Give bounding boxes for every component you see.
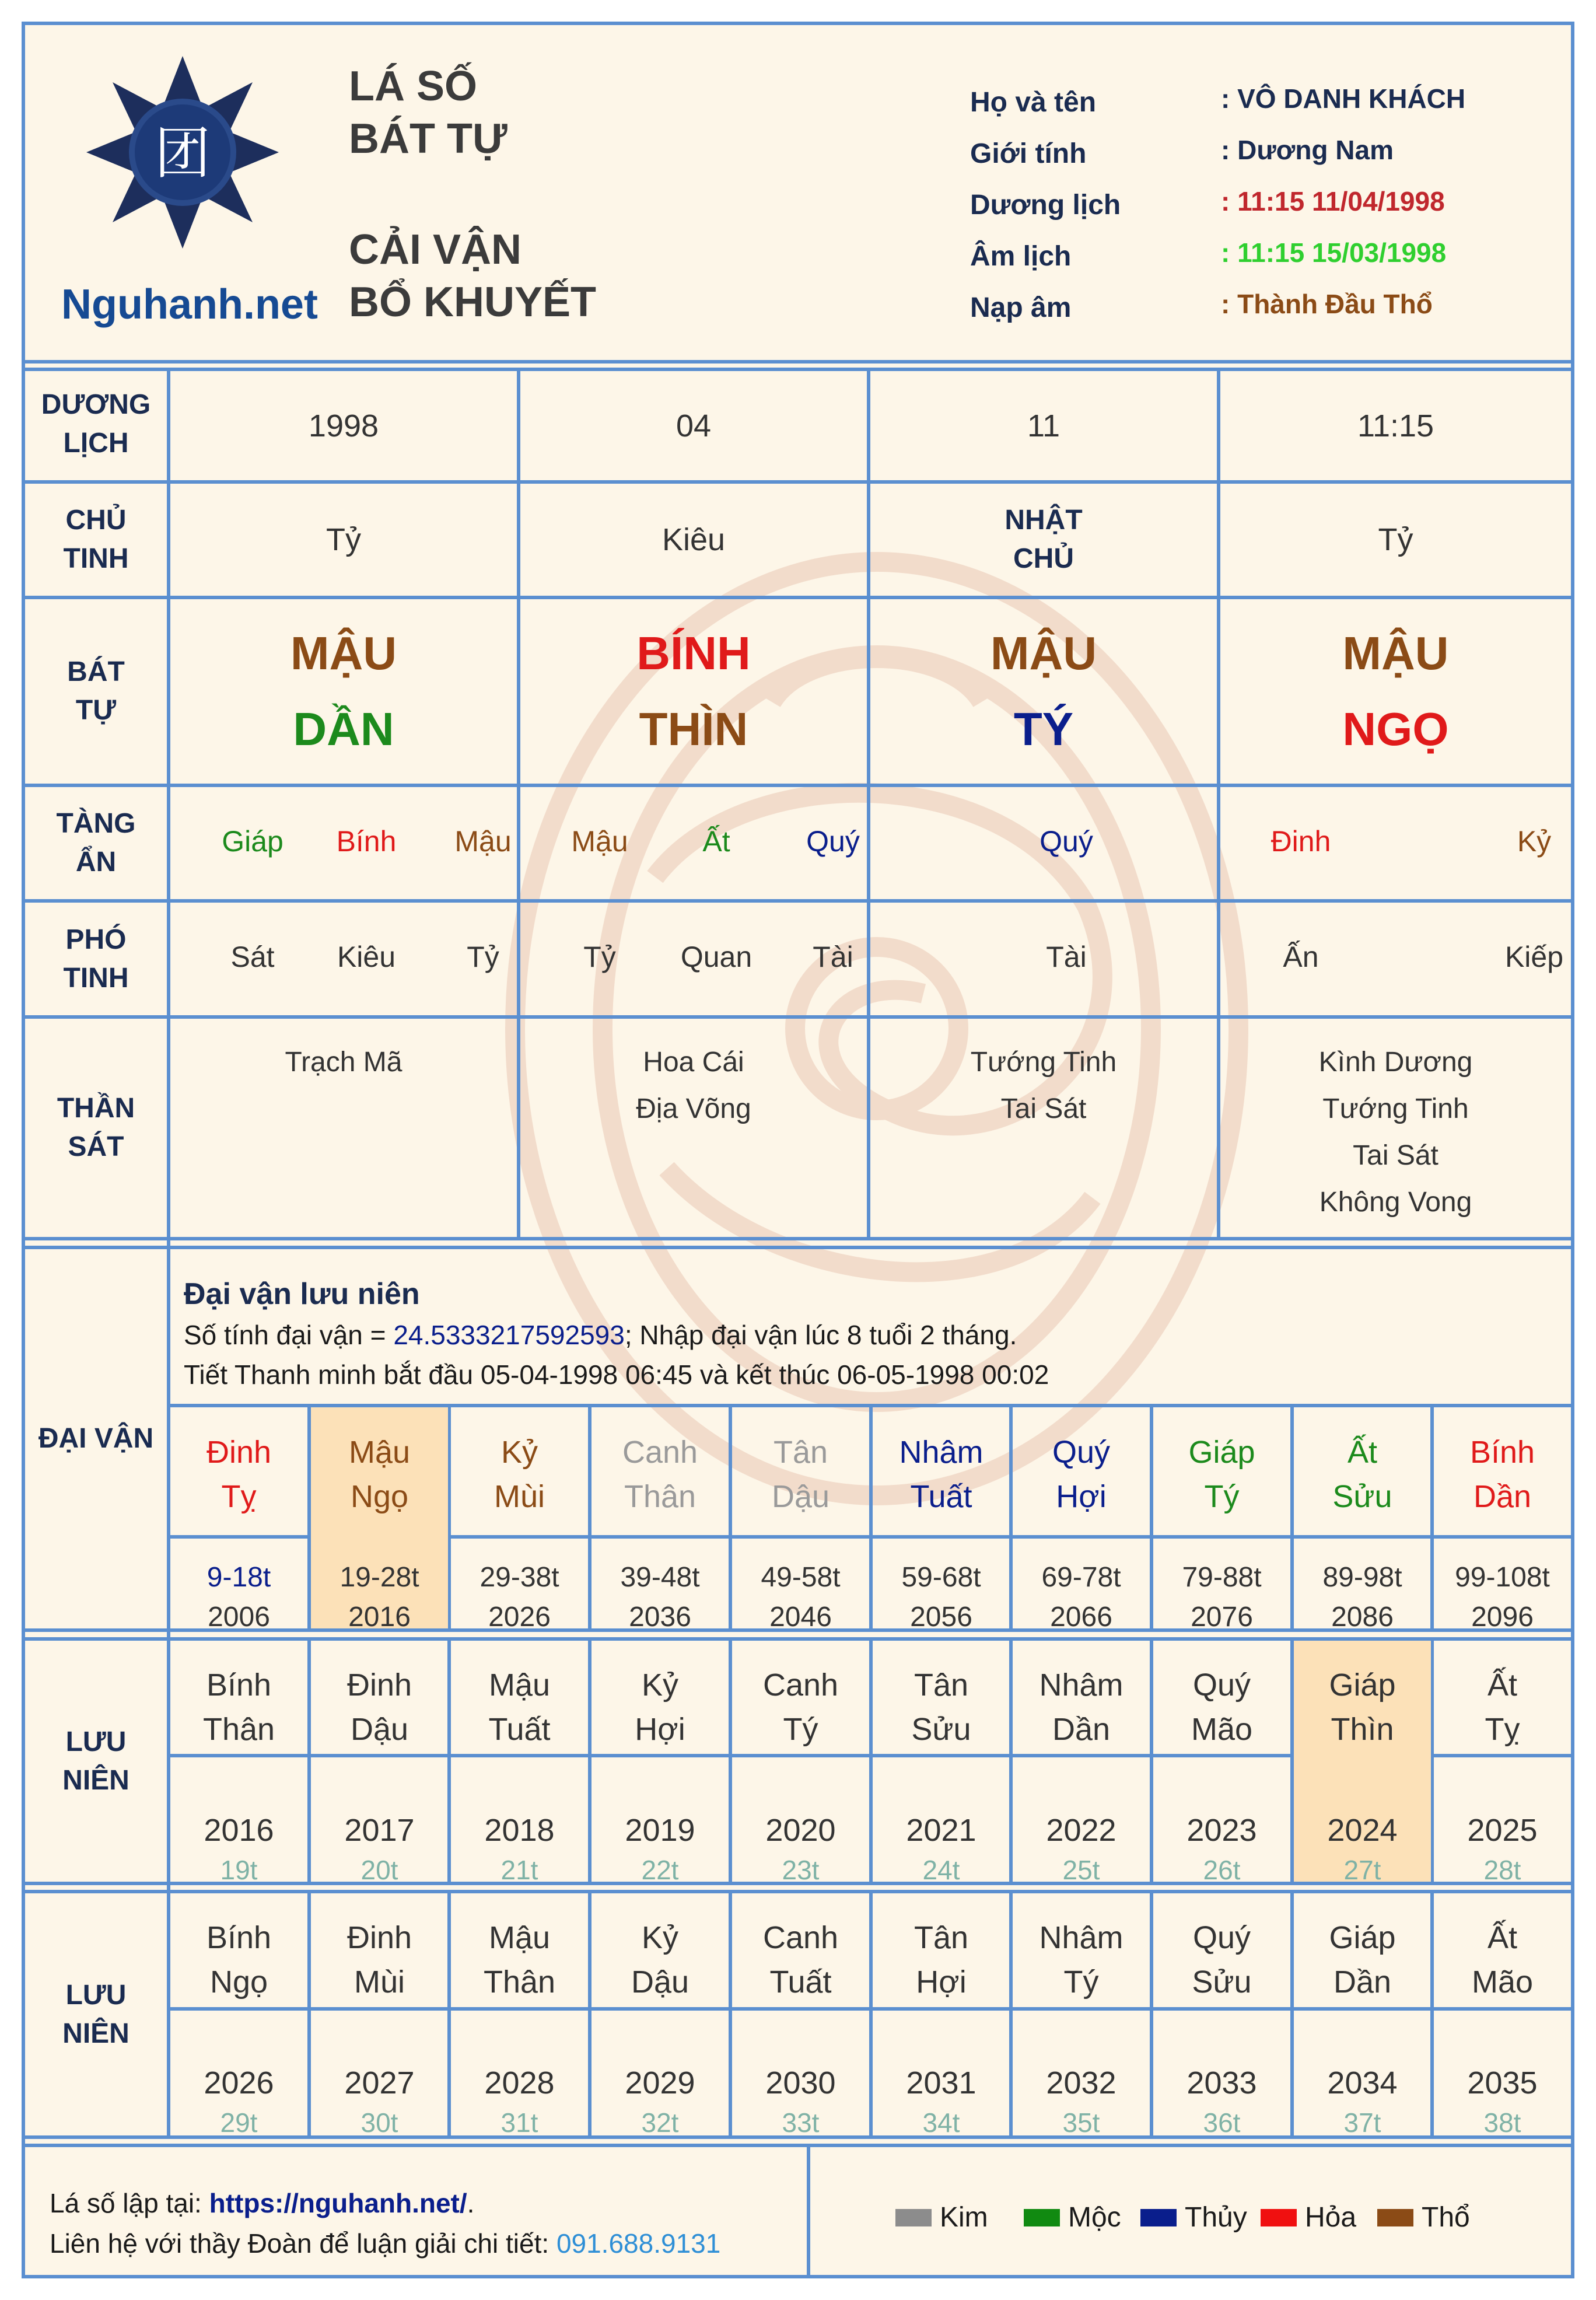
dai-van-age-range: 79-88t bbox=[1182, 1562, 1262, 1593]
legend-label: Thủy bbox=[1185, 2202, 1247, 2233]
luu-nien-year: 2035 bbox=[1467, 2065, 1538, 2100]
luu-nien-year-box bbox=[311, 1810, 448, 1890]
dai-van-item bbox=[1153, 1430, 1290, 1519]
luu-nien-age: 24t bbox=[922, 1855, 960, 1885]
than-sat-item: Trạch Mã bbox=[285, 1047, 402, 1078]
than-sat-col bbox=[1221, 1039, 1571, 1226]
luu-nien-year: 2019 bbox=[625, 1813, 695, 1848]
dai-van-age-range: 29-38t bbox=[480, 1562, 559, 1593]
luu-nien-year-box bbox=[1153, 2063, 1290, 2142]
dai-van-can: Canh bbox=[622, 1435, 698, 1470]
pillar-can: MẬU bbox=[990, 627, 1097, 679]
luu-nien-year: 2030 bbox=[765, 2065, 836, 2100]
luu-nien-chi: Dần bbox=[1333, 1965, 1392, 2000]
than-sat-item: Tướng Tinh bbox=[1322, 1093, 1469, 1124]
tang-an-item: Đinh bbox=[1270, 825, 1331, 858]
dai-van-chi: Dần bbox=[1473, 1479, 1532, 1514]
luu-nien-year-box bbox=[451, 2063, 588, 2142]
legend-swatch-icon bbox=[1024, 2209, 1060, 2226]
info-label: Dương lịch bbox=[970, 190, 1121, 221]
luu-nien-item bbox=[1013, 1915, 1150, 2004]
luu-nien-age: 27t bbox=[1343, 1855, 1381, 1885]
pillar-chi: NGỌ bbox=[1342, 703, 1449, 755]
label-pho-tinh: PHÓ TINH bbox=[63, 924, 129, 994]
luu-nien-year: 2032 bbox=[1046, 2065, 1116, 2100]
luu-nien-can: Canh bbox=[762, 1920, 839, 1955]
legend-label: Mộc bbox=[1068, 2202, 1121, 2233]
luu-nien-item bbox=[1434, 1663, 1571, 1752]
title-cai-van: CẢI VẬN bbox=[349, 226, 522, 273]
dai-van-age bbox=[1434, 1558, 1571, 1637]
pillar-can: MẬU bbox=[1342, 627, 1449, 679]
legend-swatch-icon bbox=[1261, 2209, 1297, 2226]
luu-nien-can: Ất bbox=[1487, 1920, 1518, 1955]
luu-nien-can: Đinh bbox=[346, 1668, 412, 1703]
dai-van-chi: Thân bbox=[624, 1479, 696, 1514]
luu-nien-year: 2020 bbox=[765, 1813, 836, 1848]
luu-nien-year-box bbox=[1153, 1810, 1290, 1890]
year-value: 1998 bbox=[308, 408, 379, 443]
info-value: : 11:15 15/03/1998 bbox=[1221, 237, 1447, 268]
pho-tinh-item: Tài bbox=[813, 941, 853, 973]
luu-nien-age: 30t bbox=[360, 2107, 398, 2138]
luu-nien-year: 2024 bbox=[1327, 1813, 1398, 1848]
luu-nien-item bbox=[311, 1663, 448, 1752]
dai-van-year: 2026 bbox=[488, 1602, 551, 1633]
luu-nien-can: Nhâm bbox=[1039, 1668, 1124, 1703]
dai-van-chi: Tuất bbox=[910, 1479, 972, 1514]
logo-star-icon bbox=[83, 53, 282, 251]
label-tang-an: TÀNG ẨN bbox=[56, 808, 136, 878]
pho-tinh-item: Quan bbox=[680, 941, 752, 973]
divider bbox=[25, 784, 1571, 787]
dai-van-can: Kỷ bbox=[501, 1435, 538, 1470]
label-bat-tu: BÁT TỰ bbox=[67, 656, 125, 726]
day-value: 11 bbox=[1027, 408, 1060, 443]
luu-nien-year-box bbox=[1294, 1810, 1431, 1890]
tang-an-item: Mậu bbox=[571, 825, 628, 858]
legend-item bbox=[1024, 2201, 1121, 2233]
dai-van-age-range: 89-98t bbox=[1322, 1562, 1402, 1593]
luu-nien-can: Mậu bbox=[488, 1668, 551, 1703]
dai-van-line-1: Số tính đại vận = 24.5333217592593; Nhập đại vận lúc 8 tuổi 2 tháng. bbox=[184, 1320, 1017, 1350]
luu-nien-age: 29t bbox=[220, 2107, 258, 2138]
legend-item bbox=[1377, 2201, 1470, 2233]
info-value: : Thành Đầu Thổ bbox=[1221, 289, 1433, 319]
tang-an-item: Kỷ bbox=[1517, 825, 1552, 858]
than-sat-item: Kình Dương bbox=[1318, 1047, 1473, 1078]
title-bo-khuyet: BỔ KHUYẾT bbox=[349, 279, 597, 326]
luu-nien-age: 34t bbox=[922, 2107, 960, 2138]
luu-nien-year-box bbox=[170, 2063, 307, 2142]
luu-nien-year: 2028 bbox=[484, 2065, 555, 2100]
than-sat-item: Hoa Cái bbox=[643, 1047, 744, 1078]
dai-van-age-range: 99-108t bbox=[1455, 1562, 1550, 1593]
dai-van-age bbox=[1294, 1558, 1431, 1637]
dai-van-can: Đinh bbox=[206, 1435, 272, 1470]
luu-nien-age: 20t bbox=[360, 1855, 398, 1885]
luu-nien-year-box bbox=[1434, 2063, 1571, 2142]
tang-an-item: Quý bbox=[1040, 825, 1093, 858]
legend-label: Thổ bbox=[1422, 2202, 1470, 2233]
than-sat-item: Không Vong bbox=[1319, 1187, 1472, 1218]
luu-nien-chi: Dậu bbox=[350, 1712, 409, 1747]
luu-nien-age: 26t bbox=[1203, 1855, 1241, 1885]
luu-nien-year: 2033 bbox=[1186, 2065, 1257, 2100]
hour-value: 11:15 bbox=[1357, 408, 1434, 443]
legend-label: Kim bbox=[940, 2202, 988, 2233]
luu-nien-chi: Tuất bbox=[488, 1712, 551, 1747]
dai-van-age bbox=[170, 1558, 307, 1637]
than-sat-col bbox=[869, 1039, 1219, 1132]
dai-van-chi: Tý bbox=[1204, 1479, 1240, 1514]
dai-van-year: 2006 bbox=[208, 1602, 270, 1633]
luu-nien-can: Tân bbox=[914, 1668, 969, 1703]
luu-nien-year: 2025 bbox=[1467, 1813, 1538, 1848]
dai-van-can: Mậu bbox=[348, 1435, 411, 1470]
luu-nien-item bbox=[451, 1663, 588, 1752]
luu-nien-item bbox=[732, 1663, 869, 1752]
dai-van-chi: Tỵ bbox=[221, 1479, 257, 1514]
luu-nien-can: Ất bbox=[1487, 1668, 1518, 1703]
pillar-chi: THÌN bbox=[639, 703, 748, 755]
luu-nien-age: 23t bbox=[782, 1855, 820, 1885]
luu-nien-chi: Hợi bbox=[916, 1965, 967, 2000]
dai-van-chi: Sửu bbox=[1332, 1479, 1392, 1514]
luu-nien-item bbox=[451, 1915, 588, 2004]
pillar bbox=[520, 599, 867, 784]
tang-an-item: Giáp bbox=[222, 825, 284, 858]
dai-van-can: Giáp bbox=[1188, 1435, 1255, 1470]
tang-an-item: Ất bbox=[702, 825, 730, 858]
luu-nien-year-box bbox=[873, 2063, 1010, 2142]
label-than-sat: THẦN SÁT bbox=[57, 1093, 135, 1162]
label-luu-nien-1: LƯU NIÊN bbox=[62, 1726, 130, 1796]
info-value: : 11:15 11/04/1998 bbox=[1221, 186, 1445, 216]
luu-nien-age: 38t bbox=[1483, 2107, 1521, 2138]
luu-nien-can: Quý bbox=[1192, 1920, 1251, 1955]
luu-nien-item bbox=[1294, 1915, 1431, 2004]
dai-van-item bbox=[873, 1430, 1010, 1519]
dai-van-age bbox=[732, 1558, 869, 1637]
footer-phone-link[interactable]: 091.688.9131 bbox=[556, 2228, 721, 2259]
dai-van-year: 2036 bbox=[629, 1602, 691, 1633]
pillar-can: MẬU bbox=[290, 627, 397, 679]
luu-nien-can: Đinh bbox=[346, 1920, 412, 1955]
legend-item bbox=[1261, 2201, 1356, 2233]
luu-nien-chi: Hợi bbox=[635, 1712, 685, 1747]
legend-item bbox=[1140, 2201, 1247, 2233]
dai-van-title: Đại vận lưu niên bbox=[184, 1277, 420, 1311]
dai-van-age bbox=[1013, 1558, 1150, 1637]
chu-tinh-month: Kiêu bbox=[662, 522, 726, 557]
site-name: Nguhanh.net bbox=[61, 281, 318, 328]
info-value: : Dương Nam bbox=[1221, 135, 1394, 165]
pillar bbox=[1220, 599, 1571, 784]
nhat-chu: NHẬT CHỦ bbox=[1005, 505, 1083, 574]
tang-an-item: Bính bbox=[336, 825, 397, 858]
title-la-so: LÁ SỐ bbox=[349, 63, 478, 110]
dai-van-age-range: 9-18t bbox=[206, 1562, 271, 1593]
luu-nien-age: 37t bbox=[1343, 2107, 1381, 2138]
divider bbox=[25, 360, 1571, 363]
than-sat-item: Tai Sát bbox=[1000, 1093, 1087, 1124]
luu-nien-age: 25t bbox=[1062, 1855, 1100, 1885]
divider bbox=[25, 1237, 1571, 1240]
dai-van-year: 2086 bbox=[1331, 1602, 1394, 1633]
luu-nien-year-box bbox=[1294, 2063, 1431, 2142]
luu-nien-year-box bbox=[451, 1810, 588, 1890]
dai-van-year: 2076 bbox=[1191, 1602, 1253, 1633]
label-luu-nien-2: LƯU NIÊN bbox=[62, 1979, 130, 2049]
divider bbox=[25, 899, 1571, 903]
luu-nien-year-box bbox=[311, 2063, 448, 2142]
chu-tinh-hour: Tỷ bbox=[1378, 522, 1413, 557]
luu-nien-item bbox=[592, 1663, 729, 1752]
luu-nien-age: 19t bbox=[220, 1855, 258, 1885]
luu-nien-item bbox=[311, 1915, 448, 2004]
luu-nien-year: 2026 bbox=[204, 2065, 274, 2100]
luu-nien-item bbox=[1294, 1663, 1431, 1752]
luu-nien-year-box bbox=[1013, 2063, 1150, 2142]
luu-nien-age: 31t bbox=[501, 2107, 538, 2138]
luu-nien-can: Mậu bbox=[488, 1920, 551, 1955]
pho-tinh-item: Tỷ bbox=[583, 941, 616, 973]
luu-nien-chi: Sửu bbox=[1192, 1965, 1252, 2000]
luu-nien-age: 21t bbox=[501, 1855, 538, 1885]
pho-tinh-item: Tỷ bbox=[467, 941, 499, 973]
pillar-can: BÍNH bbox=[636, 627, 751, 679]
footer-url-link[interactable]: https://nguhanh.net/ bbox=[209, 2188, 467, 2218]
luu-nien-year-box bbox=[592, 2063, 729, 2142]
footer-contact: Liên hệ với thầy Đoàn để luận giải chi tiết: 091.688.9131 bbox=[50, 2228, 721, 2259]
dai-van-item bbox=[170, 1430, 307, 1519]
than-sat-item: Địa Võng bbox=[636, 1093, 751, 1124]
dai-van-chi: Ngọ bbox=[350, 1479, 409, 1514]
dai-van-can: Bính bbox=[1469, 1435, 1535, 1470]
luu-nien-chi: Tý bbox=[783, 1712, 818, 1747]
luu-nien-can: Canh bbox=[762, 1668, 839, 1703]
dai-van-can: Nhâm bbox=[899, 1435, 984, 1470]
dai-van-chi: Hợi bbox=[1056, 1479, 1107, 1514]
dai-van-year: 2046 bbox=[769, 1602, 832, 1633]
luu-nien-can: Giáp bbox=[1329, 1668, 1396, 1703]
pho-tinh-item: Kiêu bbox=[337, 941, 396, 973]
luu-nien-year: 2021 bbox=[906, 1813, 977, 1848]
dai-van-age-range: 69-78t bbox=[1041, 1562, 1121, 1593]
luu-nien-chi: Mão bbox=[1191, 1712, 1253, 1747]
luu-nien-age: 28t bbox=[1483, 1855, 1521, 1885]
label-duong-lich: DƯƠNG LỊCH bbox=[41, 389, 151, 459]
info-label: Giới tính bbox=[970, 138, 1087, 169]
dai-van-age bbox=[873, 1558, 1010, 1637]
pho-tinh-item: Ấn bbox=[1283, 941, 1319, 973]
luu-nien-chi: Dậu bbox=[631, 1965, 690, 2000]
luu-nien-year: 2017 bbox=[344, 1813, 415, 1848]
luu-nien-can: Bính bbox=[206, 1920, 272, 1955]
pho-tinh-item: Sát bbox=[230, 941, 275, 973]
luu-nien-chi: Tuất bbox=[769, 1965, 832, 2000]
luu-nien-year: 2034 bbox=[1327, 2065, 1398, 2100]
luu-nien-age: 33t bbox=[782, 2107, 820, 2138]
luu-nien-can: Quý bbox=[1192, 1668, 1251, 1703]
luu-nien-item bbox=[732, 1915, 869, 2004]
luu-nien-chi: Tý bbox=[1063, 1965, 1099, 2000]
legend-swatch-icon bbox=[1377, 2209, 1413, 2226]
luu-nien-year: 2031 bbox=[906, 2065, 977, 2100]
luu-nien-chi: Tỵ bbox=[1485, 1712, 1520, 1747]
divider bbox=[25, 2144, 1571, 2147]
luu-nien-chi: Ngọ bbox=[209, 1965, 268, 2000]
luu-nien-can: Giáp bbox=[1329, 1920, 1396, 1955]
luu-nien-chi: Mão bbox=[1471, 1965, 1534, 2000]
luu-nien-can: Tân bbox=[914, 1920, 969, 1955]
pillar-chi: DẦN bbox=[293, 703, 394, 755]
luu-nien-year: 2027 bbox=[344, 2065, 415, 2100]
legend-item bbox=[895, 2201, 988, 2233]
dai-van-item bbox=[592, 1430, 729, 1519]
divider bbox=[25, 1890, 1571, 1893]
than-sat-col bbox=[169, 1039, 519, 1086]
dai-van-year: 2096 bbox=[1471, 1602, 1534, 1633]
info-label: Âm lịch bbox=[970, 241, 1072, 272]
dai-van-year: 2056 bbox=[910, 1602, 972, 1633]
dai-van-age bbox=[451, 1558, 588, 1637]
legend-swatch-icon bbox=[1140, 2209, 1177, 2226]
info-label: Họ và tên bbox=[970, 87, 1097, 118]
luu-nien-year-box bbox=[732, 2063, 869, 2142]
than-sat-item: Tướng Tinh bbox=[970, 1047, 1117, 1078]
footer-made-at: Lá số lập tại: https://nguhanh.net/. bbox=[50, 2188, 475, 2218]
luu-nien-age: 32t bbox=[641, 2107, 679, 2138]
luu-nien-year-box bbox=[873, 1810, 1010, 1890]
legend-label: Hỏa bbox=[1305, 2202, 1357, 2233]
dai-van-item bbox=[311, 1430, 448, 1519]
dai-van-can: Quý bbox=[1052, 1435, 1111, 1470]
luu-nien-year-box bbox=[1434, 1810, 1571, 1890]
dai-van-chi: Mùi bbox=[494, 1479, 545, 1514]
dai-van-age-range: 49-58t bbox=[761, 1562, 841, 1593]
dai-van-age-range: 19-28t bbox=[340, 1562, 419, 1593]
pho-tinh-item: Kiếp bbox=[1504, 941, 1564, 973]
dai-van-item bbox=[1434, 1430, 1571, 1519]
luu-nien-item bbox=[873, 1663, 1010, 1752]
dai-van-item bbox=[732, 1430, 869, 1519]
luu-nien-year: 2029 bbox=[625, 2065, 695, 2100]
luu-nien-year-box bbox=[592, 1810, 729, 1890]
dai-van-age bbox=[592, 1558, 729, 1637]
luu-nien-item bbox=[170, 1915, 307, 2004]
luu-nien-can: Kỷ bbox=[641, 1668, 679, 1703]
luu-nien-item bbox=[592, 1915, 729, 2004]
dai-van-can: Tân bbox=[773, 1435, 828, 1470]
logo-glyph: 团 bbox=[155, 121, 211, 186]
chart-sheet bbox=[22, 22, 1574, 2278]
dai-van-item bbox=[1294, 1430, 1431, 1519]
luu-nien-item bbox=[1013, 1663, 1150, 1752]
luu-nien-year: 2023 bbox=[1186, 1813, 1257, 1848]
pillar bbox=[870, 599, 1217, 784]
luu-nien-age: 22t bbox=[641, 1855, 679, 1885]
luu-nien-year-box bbox=[170, 1810, 307, 1890]
dai-van-age bbox=[1153, 1558, 1290, 1637]
dai-van-chi: Dậu bbox=[771, 1479, 830, 1514]
pillar-chi: TÝ bbox=[1013, 703, 1074, 755]
dai-van-age bbox=[311, 1558, 448, 1637]
dai-van-line-2: Tiết Thanh minh bắt đầu 05-04-1998 06:45 và kết thúc 06-05-1998 00:02 bbox=[184, 1359, 1049, 1390]
label-dai-van: ĐẠI VẬN bbox=[38, 1423, 154, 1454]
label-chu-tinh: CHỦ TINH bbox=[63, 505, 129, 574]
month-value: 04 bbox=[676, 408, 712, 443]
dai-van-item bbox=[451, 1430, 588, 1519]
luu-nien-item bbox=[170, 1663, 307, 1752]
luu-nien-can: Nhâm bbox=[1039, 1920, 1124, 1955]
luu-nien-year: 2022 bbox=[1046, 1813, 1116, 1848]
luu-nien-age: 35t bbox=[1062, 2107, 1100, 2138]
luu-nien-year: 2016 bbox=[204, 1813, 274, 1848]
tang-an-item: Quý bbox=[806, 825, 860, 858]
divider bbox=[25, 1015, 1571, 1019]
luu-nien-can: Kỷ bbox=[641, 1920, 679, 1955]
than-sat-col bbox=[519, 1039, 869, 1132]
dai-van-year: 2016 bbox=[348, 1602, 411, 1633]
luu-nien-chi: Sửu bbox=[911, 1712, 971, 1747]
luu-nien-chi: Dần bbox=[1052, 1712, 1111, 1747]
luu-nien-item bbox=[1434, 1915, 1571, 2004]
luu-nien-year-box bbox=[732, 1810, 869, 1890]
luu-nien-chi: Thân bbox=[483, 1965, 556, 2000]
pillar bbox=[170, 599, 517, 784]
legend-swatch-icon bbox=[895, 2209, 932, 2226]
luu-nien-chi: Thìn bbox=[1331, 1712, 1394, 1747]
tang-an-item: Mậu bbox=[454, 825, 512, 858]
luu-nien-year-box bbox=[1013, 1810, 1150, 1890]
luu-nien-item bbox=[873, 1915, 1010, 2004]
info-value: : VÔ DANH KHÁCH bbox=[1221, 83, 1466, 114]
dai-van-age-range: 39-48t bbox=[620, 1562, 700, 1593]
title-bat-tu: BÁT TỰ bbox=[349, 116, 508, 162]
luu-nien-year: 2018 bbox=[484, 1813, 555, 1848]
dai-van-can: Ất bbox=[1347, 1435, 1378, 1470]
luu-nien-item bbox=[1153, 1915, 1290, 2004]
dai-van-item bbox=[1013, 1430, 1150, 1519]
chu-tinh-year: Tỷ bbox=[326, 522, 361, 557]
than-sat-item: Tai Sát bbox=[1353, 1140, 1438, 1171]
info-label: Nạp âm bbox=[970, 292, 1072, 323]
luu-nien-age: 36t bbox=[1203, 2107, 1241, 2138]
divider bbox=[25, 1246, 1571, 1249]
luu-nien-can: Bính bbox=[206, 1668, 272, 1703]
dai-van-year: 2066 bbox=[1050, 1602, 1112, 1633]
luu-nien-item bbox=[1153, 1663, 1290, 1752]
divider bbox=[807, 2144, 810, 2275]
dai-van-age-range: 59-68t bbox=[901, 1562, 981, 1593]
pho-tinh-item: Tài bbox=[1046, 941, 1087, 973]
luu-nien-chi: Mùi bbox=[354, 1965, 405, 2000]
luu-nien-chi: Thân bbox=[202, 1712, 275, 1747]
